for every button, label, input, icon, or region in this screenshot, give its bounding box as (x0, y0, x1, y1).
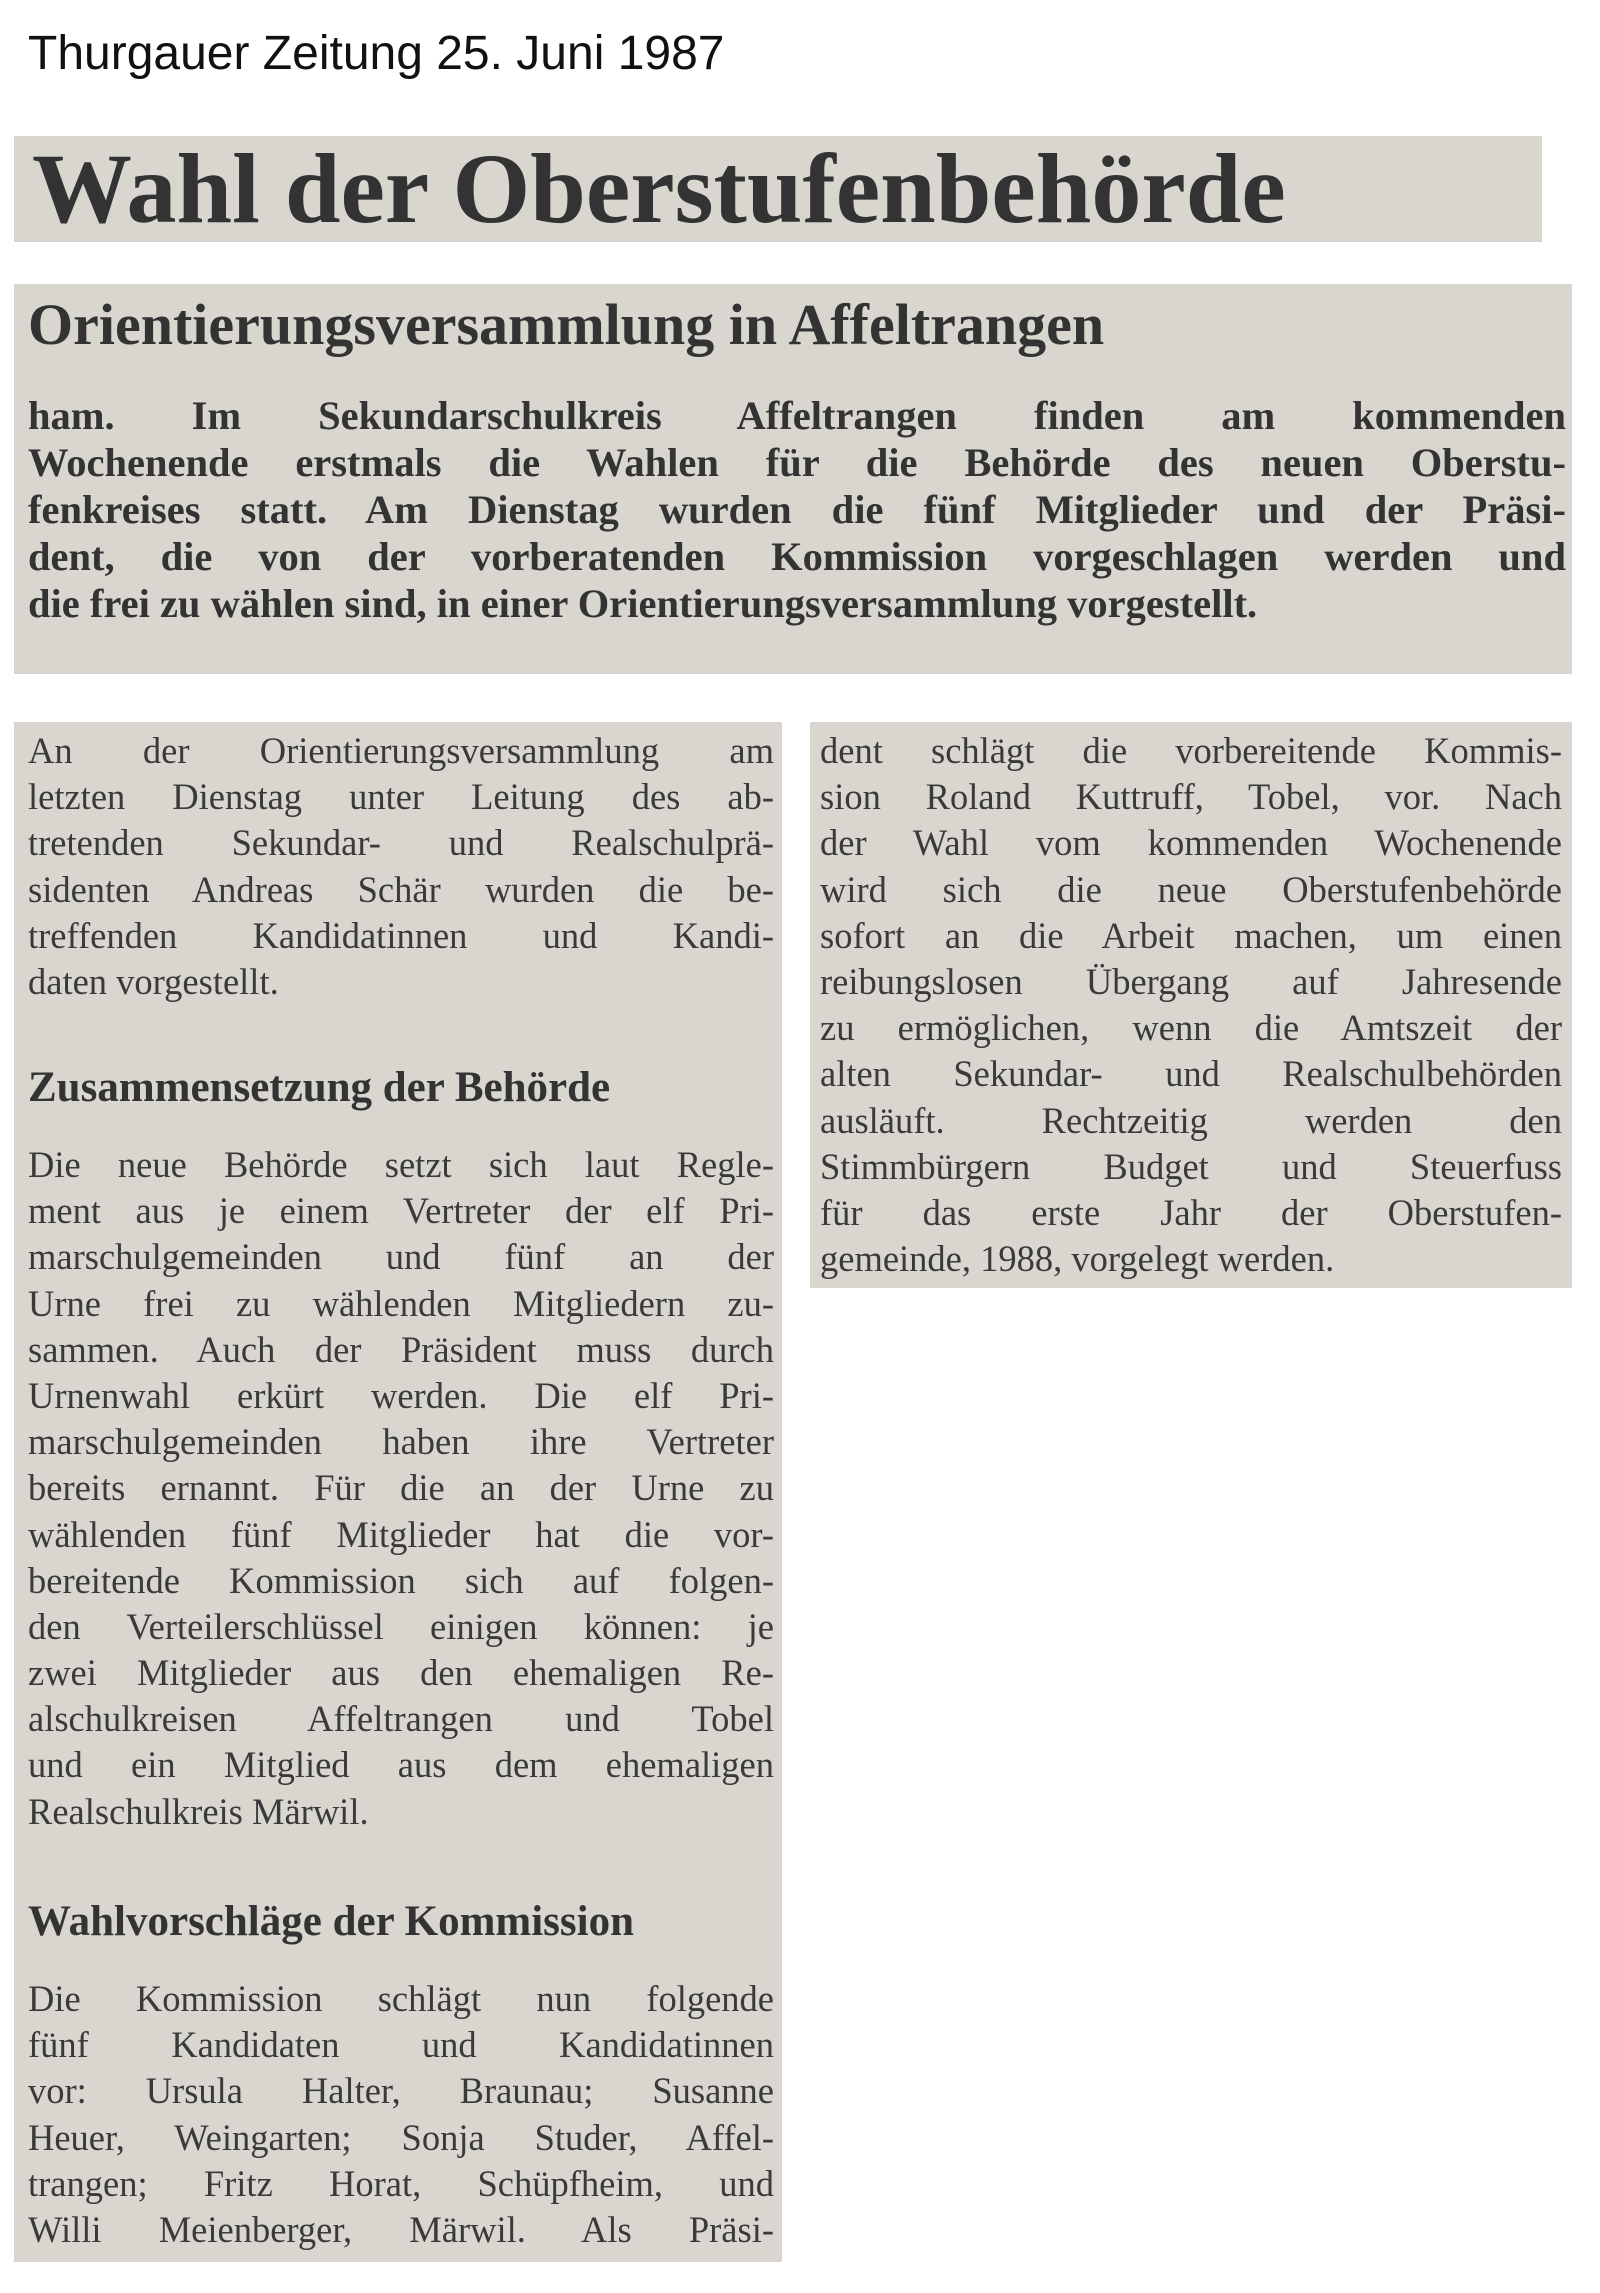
body-line: gemeinde, 1988, vorgelegt werden. (820, 1238, 1335, 1280)
headline: Wahl der Oberstufenbehörde (32, 136, 1286, 242)
body-line: Stimmbürgern Budget und Steuerfuss (820, 1145, 1562, 1187)
body-line: Willi Meienberger, Märwil. Als Präsi- (28, 2208, 774, 2250)
body-line: dent schlägt die vorbereitende Kommis- (820, 730, 1562, 771)
proposals-paragraph (28, 1976, 774, 2253)
section-title-proposals: Wahlvorschläge der Kommission (28, 1898, 635, 1945)
body-line: bereits ernannt. Für die an der Urne zu (28, 1467, 774, 1509)
body-line: den Verteilerschlüssel einigen können: je (28, 1605, 774, 1647)
body-line: letzten Dienstag unter Leitung des ab- (28, 776, 774, 818)
continuation-paragraph (820, 728, 1562, 1282)
body-line: trangen; Fritz Horat, Schüpfheim, und (28, 2162, 774, 2204)
body-line: bereitende Kommission sich auf folgen- (28, 1559, 774, 1601)
body-line: für das erste Jahr der Oberstufen- (820, 1191, 1562, 1233)
left-column-clipping (14, 722, 782, 2262)
lead-paragraph (28, 392, 1566, 627)
page-caption: Thurgauer Zeitung 25. Juni 1987 (28, 27, 725, 80)
body-line: fünf Kandidaten und Kandidatinnen (28, 2024, 774, 2066)
body-line: ausläuft. Rechtzeitig werden den (820, 1099, 1562, 1141)
body-line: Realschulkreis Märwil. (28, 1790, 369, 1832)
body-line: marschulgemeinden haben ihre Vertreter (28, 1421, 774, 1463)
body-line: Heuer, Weingarten; Sonja Studer, Affel- (28, 2116, 774, 2158)
body-line: daten vorgestellt. (28, 960, 279, 1002)
body-line: sofort an die Arbeit machen, um einen (820, 914, 1562, 956)
body-line: vor: Ursula Halter, Braunau; Susanne (28, 2070, 774, 2112)
body-line: marschulgemeinden und fünf an der (28, 1236, 774, 1278)
body-line: ment aus je einem Vertreter der elf Pri- (28, 1190, 774, 1232)
body-line: zu ermöglichen, wenn die Amtszeit der (820, 1007, 1562, 1049)
body-line: Die neue Behörde setzt sich laut Regle- (28, 1144, 774, 1185)
body-line: und ein Mitglied aus dem ehemaligen (28, 1744, 774, 1786)
section-title-composition: Zusammensetzung der Behörde (28, 1064, 611, 1111)
body-line: tretenden Sekundar- und Realschulprä- (28, 822, 774, 864)
body-line: alten Sekundar- und Realschulbehörden (820, 1053, 1562, 1095)
composition-paragraph (28, 1142, 774, 1835)
body-line: sammen. Auch der Präsident muss durch (28, 1328, 774, 1370)
subheadline-lead-clipping (14, 284, 1572, 674)
body-line: reibungslosen Übergang auf Jahresende (820, 960, 1562, 1002)
intro-paragraph (28, 728, 774, 1005)
lead-line: ham. Im Sekundarschulkreis Affeltrangen finden am kommenden (28, 393, 1566, 438)
body-line: Urne frei zu wählenden Mitgliedern zu- (28, 1282, 774, 1324)
body-line: An der Orientierungsversammlung am (28, 730, 774, 771)
headline-clipping (14, 136, 1542, 242)
body-line: alschulkreisen Affeltrangen und Tobel (28, 1698, 774, 1740)
body-line: Die Kommission schlägt nun folgende (28, 1978, 774, 2019)
lead-line: dent, die von der vorberatenden Kommission vorgeschlagen werden und (28, 534, 1566, 579)
body-line: der Wahl vom kommenden Wochenende (820, 822, 1562, 864)
body-line: zwei Mitglieder aus den ehemaligen Re- (28, 1652, 774, 1694)
lead-line: Wochenende erstmals die Wahlen für die Behörde des neuen Oberstu- (28, 440, 1566, 485)
lead-line: die frei zu wählen sind, in einer Orientierungsversammlung vorgestellt. (28, 581, 1258, 626)
lead-line: fenkreises statt. Am Dienstag wurden die fünf Mitglieder und der Präsi- (28, 487, 1566, 532)
body-line: wählenden fünf Mitglieder hat die vor- (28, 1513, 774, 1555)
right-column-clipping (810, 722, 1572, 1288)
body-line: sidenten Andreas Schär wurden die be- (28, 868, 774, 910)
subheadline: Orientierungsversammlung in Affeltrangen (28, 292, 1105, 357)
body-line: sion Roland Kuttruff, Tobel, vor. Nach (820, 776, 1562, 818)
body-line: wird sich die neue Oberstufenbehörde (820, 868, 1562, 910)
body-line: treffenden Kandidatinnen und Kandi- (28, 914, 774, 956)
body-line: Urnenwahl erkürt werden. Die elf Pri- (28, 1374, 774, 1416)
